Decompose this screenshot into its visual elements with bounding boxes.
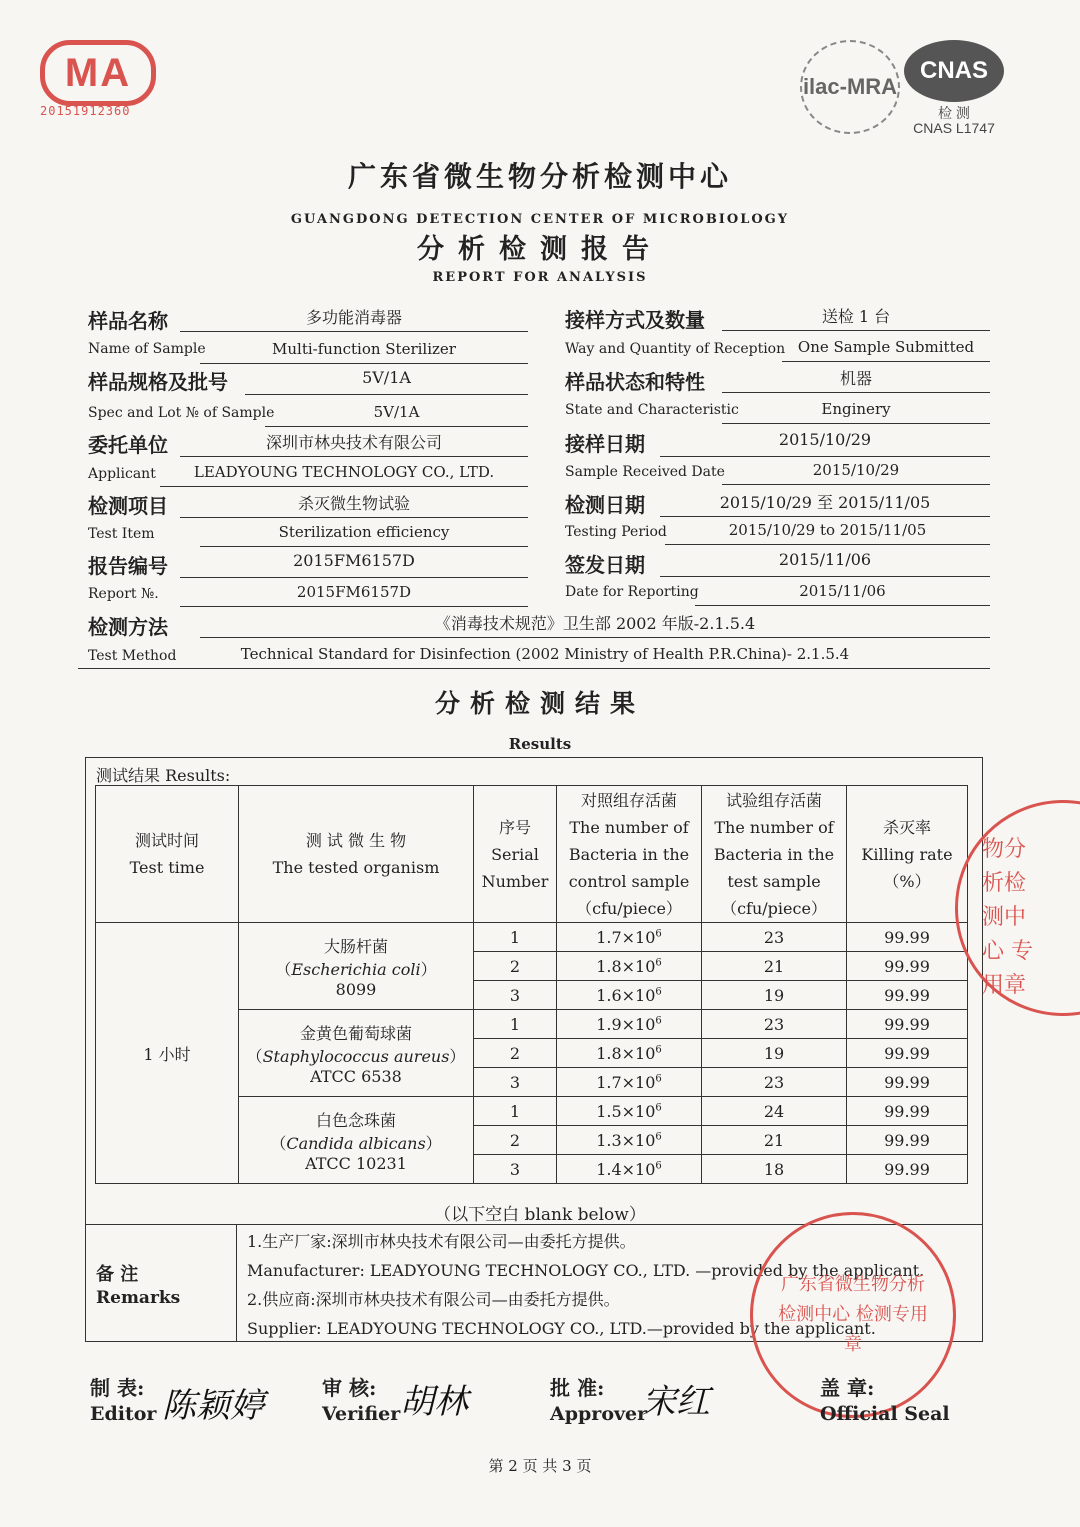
approver-label-en: Approver <box>550 1403 648 1425</box>
test-cell: 24 <box>702 1097 847 1126</box>
state-value: 机器 <box>722 366 990 393</box>
serial-cell: 2 <box>474 1126 557 1155</box>
received-label-cn: 接样日期 <box>565 432 645 456</box>
ilac-mra-logo: ilac-MRA <box>800 40 900 134</box>
test-item-value: 杀灭微生物试验 <box>180 491 528 518</box>
control-cell <box>557 1010 702 1039</box>
serial-cell: 3 <box>474 1068 557 1097</box>
report-title-en: REPORT FOR ANALYSIS <box>432 270 648 285</box>
cnas-caption <box>906 106 1002 136</box>
state-label-cn: 样品状态和特性 <box>565 370 705 394</box>
spec-label-en: Spec and Lot № of Sample <box>88 405 275 421</box>
report-no-value: 2015FM6157D <box>180 551 528 578</box>
issue-value: 2015/11/06 <box>660 550 990 577</box>
header-text: The number of <box>569 817 689 837</box>
approver-signature: 宋红 <box>642 1382 710 1422</box>
header-text: 测 试 微 生 物 <box>305 831 407 850</box>
organism-strain: 8099 <box>335 979 377 999</box>
test-cell: 19 <box>702 1039 847 1068</box>
serial-cell: 1 <box>474 1010 557 1039</box>
organism-cn: 白色念珠菌 <box>315 1110 396 1130</box>
report-no-label-en: Report №. <box>88 586 159 602</box>
verifier-signature: 胡林 <box>400 1382 468 1422</box>
header-test-time <box>96 786 239 923</box>
control-cell <box>557 1039 702 1068</box>
rate-cell: 99.99 <box>847 1155 968 1184</box>
remarks-line: Supplier: LEADYOUNG TECHNOLOGY CO., LTD.—provided by the applicant. <box>247 1319 876 1338</box>
control-value: 1.8×10 <box>596 956 656 976</box>
issue-label-cn: 签发日期 <box>565 553 645 577</box>
applicant-label-en: Applicant <box>88 466 156 482</box>
exponent: 6 <box>655 1044 662 1056</box>
remarks-label-en: Remarks <box>96 1288 181 1308</box>
applicant-label-cn: 委托单位 <box>88 433 168 457</box>
serial-cell: 2 <box>474 1039 557 1068</box>
period-value: 2015/10/29 至 2015/11/05 <box>660 490 990 517</box>
organism-latin: （Staphylococcus aureus） <box>246 1046 466 1066</box>
blank-below: （以下空白 blank below） <box>434 1205 646 1225</box>
test-cell: 18 <box>702 1155 847 1184</box>
report-no-value-en: 2015FM6157D <box>180 583 528 607</box>
remarks-line: 1.生产厂家:深圳市林央技术有限公司—由委托方提供。 <box>247 1232 636 1251</box>
rate-cell: 99.99 <box>847 923 968 952</box>
test-cell: 23 <box>702 1010 847 1039</box>
table-row <box>96 923 968 952</box>
header-text: Bacteria in the <box>713 844 835 864</box>
test-item-label-en: Test Item <box>88 526 155 542</box>
report-no-label-cn: 报告编号 <box>88 554 168 578</box>
header-text: Serial <box>491 844 539 864</box>
header-text: Killing rate <box>861 844 953 864</box>
rate-cell: 99.99 <box>847 952 968 981</box>
header-text: Bacteria in the <box>568 844 690 864</box>
organism-cn: 金黄色葡萄球菌 <box>299 1023 412 1043</box>
header-text: 对照组存活菌 <box>580 790 677 810</box>
control-value: 1.6×10 <box>596 985 656 1005</box>
control-cell <box>557 1097 702 1126</box>
exponent: 6 <box>655 957 662 969</box>
spec-value: 5V/1A <box>245 368 528 395</box>
test-item-label-cn: 检测项目 <box>88 494 168 518</box>
approver-label-cn: 批 准: <box>550 1376 605 1400</box>
header-text: （cfu/piece） <box>576 898 682 918</box>
exponent: 6 <box>655 1160 662 1172</box>
header-test <box>702 786 847 923</box>
exponent: 6 <box>655 1102 662 1114</box>
header-text: Number <box>481 871 549 891</box>
issue-value-en: 2015/11/06 <box>695 582 990 606</box>
editor-label-cn: 制 表: <box>90 1376 145 1400</box>
header-control <box>557 786 702 923</box>
header-text: Test time <box>129 858 205 877</box>
state-label-en: State and Characteristic <box>565 402 739 418</box>
header-text: 序号 <box>498 817 531 837</box>
report-title-cn: 分析检测报告 <box>417 234 663 265</box>
test-cell: 21 <box>702 952 847 981</box>
serial-cell: 3 <box>474 981 557 1010</box>
method-underline <box>78 668 990 669</box>
results-title-cn: 分析检测结果 <box>434 689 645 718</box>
organism-strain: ATCC 10231 <box>305 1153 407 1173</box>
spec-value-en: 5V/1A <box>265 403 528 427</box>
sample-name-value: 多功能消毒器 <box>180 305 528 332</box>
remarks-col-divider <box>236 1224 237 1342</box>
header-text: The number of <box>714 817 834 837</box>
control-cell <box>557 1126 702 1155</box>
results-title-en: Results <box>508 735 572 753</box>
rate-cell: 99.99 <box>847 1039 968 1068</box>
control-value: 1.5×10 <box>596 1101 656 1121</box>
organism-cell <box>239 1097 474 1184</box>
received-value: 2015/10/29 <box>660 430 990 457</box>
reception-label-cn: 接样方式及数量 <box>565 308 705 332</box>
header-rate <box>847 786 968 923</box>
control-value: 1.9×10 <box>596 1014 656 1034</box>
method-label-cn: 检测方法 <box>88 615 168 639</box>
organism-cell <box>239 923 474 1010</box>
official-seal-text: 广东省微生物分析检测中心 检测专用章 <box>778 1274 928 1355</box>
period-label-en: Testing Period <box>565 524 667 540</box>
applicant-value-en: LEADYOUNG TECHNOLOGY CO., LTD. <box>160 463 528 487</box>
header-text: 测试时间 <box>134 831 199 850</box>
received-label-en: Sample Received Date <box>565 464 725 480</box>
rate-cell: 99.99 <box>847 1010 968 1039</box>
cnas-logo: CNAS <box>904 40 1004 102</box>
test-cell: 21 <box>702 1126 847 1155</box>
header-text: （cfu/piece） <box>721 898 827 918</box>
control-cell <box>557 1068 702 1097</box>
control-value: 1.8×10 <box>596 1043 656 1063</box>
seal-label-en: Official Seal <box>820 1403 950 1425</box>
exponent: 6 <box>655 1073 662 1085</box>
header-text: control sample <box>568 871 690 891</box>
table-header-row <box>96 786 968 923</box>
organism-cn: 大肠杆菌 <box>323 936 388 956</box>
serial-cell: 1 <box>474 923 557 952</box>
test-cell: 23 <box>702 1068 847 1097</box>
remarks-line: 2.供应商:深圳市林央技术有限公司—由委托方提供。 <box>247 1290 620 1309</box>
center-title-cn: 广东省微生物分析检测中心 <box>347 160 732 193</box>
verifier-label-cn: 审 核: <box>322 1376 377 1400</box>
header-serial <box>474 786 557 923</box>
rate-cell: 99.99 <box>847 1097 968 1126</box>
side-seal-text: 物分析检测中心 专用章 <box>982 837 1033 998</box>
sample-name-value-en: Multi-function Sterilizer <box>200 340 528 364</box>
side-seal <box>955 800 1080 1016</box>
center-title-en: GUANGDONG DETECTION CENTER OF MICROBIOLOGY <box>290 212 790 227</box>
editor-label-en: Editor <box>90 1403 157 1425</box>
cnas-number: CNAS L1747 <box>913 120 995 136</box>
exponent: 6 <box>655 1015 662 1027</box>
control-cell <box>557 1155 702 1184</box>
verifier-label-en: Verifier <box>322 1403 401 1425</box>
header-organism <box>239 786 474 923</box>
results-box-label: 测试结果 Results: <box>96 766 231 785</box>
header-text: 试验组存活菌 <box>725 790 822 810</box>
control-value: 1.4×10 <box>596 1159 656 1179</box>
control-cell <box>557 981 702 1010</box>
header-text: The tested organism <box>272 858 440 877</box>
spec-label-cn: 样品规格及批号 <box>88 370 228 394</box>
header-text: 杀灭率 <box>882 817 931 837</box>
serial-cell: 1 <box>474 1097 557 1126</box>
header-text: （%） <box>883 871 931 891</box>
method-label-en: Test Method <box>88 648 177 664</box>
sample-name-label-en: Name of Sample <box>88 341 206 357</box>
remarks-label-cn: 备 注 <box>96 1264 139 1285</box>
control-cell <box>557 952 702 981</box>
remarks-line: Manufacturer: LEADYOUNG TECHNOLOGY CO., LTD. —provided by the applicant. <box>247 1261 925 1280</box>
control-value: 1.3×10 <box>596 1130 656 1150</box>
period-label-cn: 检测日期 <box>565 493 645 517</box>
cma-number: 20151912360 <box>40 104 131 118</box>
reception-value: 送检 1 台 <box>722 304 990 331</box>
rate-cell: 99.99 <box>847 1126 968 1155</box>
test-cell: 19 <box>702 981 847 1010</box>
organism-latin-name: Escherichia coli <box>291 959 421 979</box>
serial-cell: 3 <box>474 1155 557 1184</box>
organism-latin-name: Candida albicans <box>286 1133 426 1153</box>
cnas-sub: 检 测 <box>938 105 970 121</box>
serial-cell: 2 <box>474 952 557 981</box>
issue-label-en: Date for Reporting <box>565 584 699 600</box>
reception-value-en: One Sample Submitted <box>782 338 990 362</box>
period-value-en: 2015/10/29 to 2015/11/05 <box>665 521 990 545</box>
method-value-en: Technical Standard for Disinfection (2002 Ministry of Health P.R.China)- 2.1.5.4 <box>240 645 850 663</box>
organism-cell <box>239 1010 474 1097</box>
control-value: 1.7×10 <box>596 927 656 947</box>
received-value-en: 2015/10/29 <box>722 461 990 485</box>
reception-label-en: Way and Quantity of Reception <box>565 341 786 357</box>
editor-signature: 陈颖婷 <box>162 1386 264 1426</box>
cma-logo: MA <box>40 40 156 106</box>
organism-strain: ATCC 6538 <box>310 1066 402 1086</box>
page-number: 第 2 页 共 3 页 <box>488 1457 592 1475</box>
rate-cell: 99.99 <box>847 1068 968 1097</box>
method-value: 《消毒技术规范》卫生部 2002 年版-2.1.5.4 <box>200 611 990 638</box>
exponent: 6 <box>655 986 662 998</box>
exponent: 6 <box>655 928 662 940</box>
test-cell: 23 <box>702 923 847 952</box>
header-text: test sample <box>727 871 821 891</box>
applicant-value: 深圳市林央技术有限公司 <box>180 430 528 457</box>
sample-name-label-cn: 样品名称 <box>88 309 168 333</box>
seal-label-cn: 盖 章: <box>820 1376 875 1400</box>
organism-latin-name: Staphylococcus aureus <box>262 1046 450 1066</box>
organism-latin: （Candida albicans） <box>270 1133 442 1153</box>
results-table <box>95 785 968 1184</box>
state-value-en: Enginery <box>722 400 990 424</box>
exponent: 6 <box>655 1131 662 1143</box>
control-value: 1.7×10 <box>596 1072 656 1092</box>
rate-cell: 99.99 <box>847 981 968 1010</box>
test-time-cell: 1 小时 <box>96 923 239 1184</box>
control-cell <box>557 923 702 952</box>
test-item-value-en: Sterilization efficiency <box>200 523 528 547</box>
organism-latin: （Escherichia coli） <box>275 959 437 979</box>
